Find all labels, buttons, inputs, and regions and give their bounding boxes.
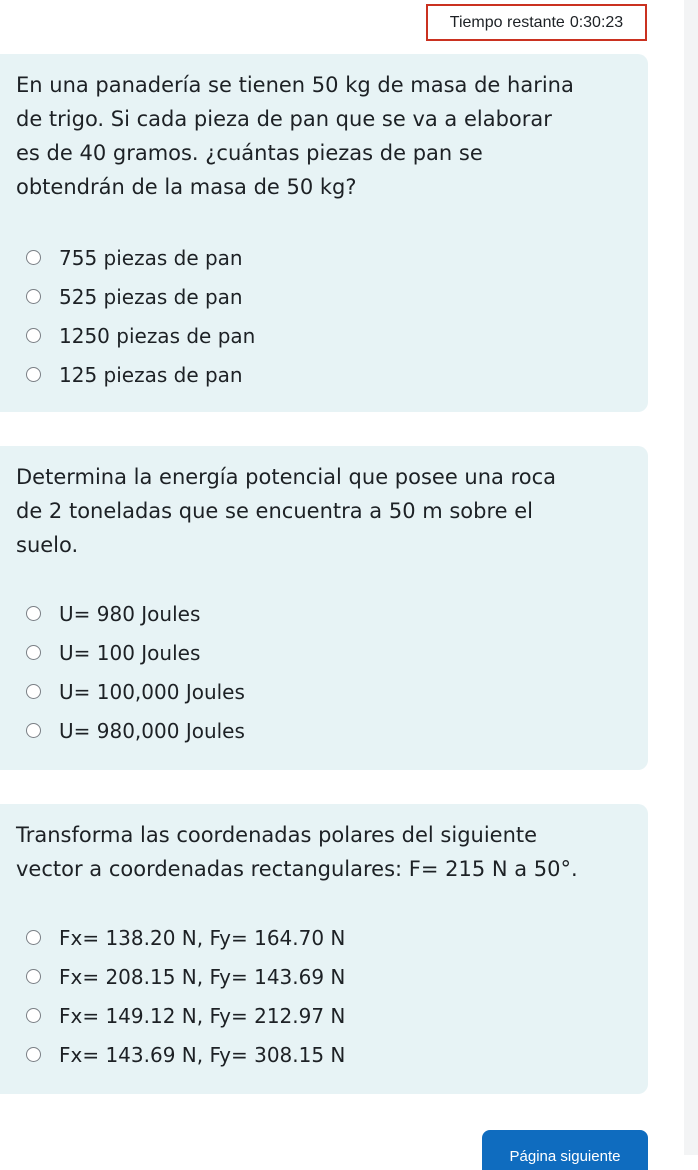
timer-box <box>426 4 647 41</box>
question-3-text <box>16 818 632 886</box>
question-1 <box>0 54 648 412</box>
question-text-line: de 2 toneladas que se encuentra a 50 m sobre el <box>16 499 534 523</box>
radio-button[interactable] <box>26 969 41 984</box>
radio-button[interactable] <box>26 1008 41 1023</box>
question-2-text <box>16 460 632 562</box>
question-1-options <box>26 238 255 394</box>
radio-button[interactable] <box>26 289 41 304</box>
option-label[interactable]: Fx= 208.15 N, Fy= 143.69 N <box>59 964 346 989</box>
option-label[interactable]: U= 100 Joules <box>59 640 201 665</box>
question-text-line: suelo. <box>16 533 79 557</box>
option-label[interactable]: U= 980 Joules <box>59 601 201 626</box>
option-label[interactable]: 525 piezas de pan <box>59 284 243 309</box>
answer-option[interactable] <box>26 1035 345 1074</box>
answer-option[interactable] <box>26 918 345 957</box>
question-text-line: Determina la energía potencial que posee una roca <box>16 465 557 489</box>
question-text-line: vector a coordenadas rectangulares: F= 215 N a 50°. <box>16 857 578 881</box>
question-2-options <box>26 594 245 750</box>
question-1-text <box>16 68 632 204</box>
option-label[interactable]: U= 100,000 Joules <box>59 679 245 704</box>
option-label[interactable]: 1250 piezas de pan <box>59 323 256 348</box>
radio-button[interactable] <box>26 250 41 265</box>
option-label[interactable]: Fx= 143.69 N, Fy= 308.15 N <box>59 1042 346 1067</box>
question-text-line: En una panadería se tienen 50 kg de masa de harina <box>16 73 574 97</box>
question-3 <box>0 804 648 1094</box>
radio-button[interactable] <box>26 723 41 738</box>
next-page-button[interactable]: Página siguiente <box>482 1130 648 1170</box>
option-label[interactable]: 755 piezas de pan <box>59 245 243 270</box>
answer-option[interactable] <box>26 996 345 1035</box>
timer-label: Tiempo restante <box>449 13 565 31</box>
question-text-line: de trigo. Si cada pieza de pan que se va a elaborar <box>16 107 552 131</box>
option-label[interactable]: U= 980,000 Joules <box>59 718 245 743</box>
radio-button[interactable] <box>26 328 41 343</box>
question-3-options <box>26 918 345 1074</box>
question-text-line: Transforma las coordenadas polares del siguiente <box>16 823 538 847</box>
radio-button[interactable] <box>26 930 41 945</box>
radio-button[interactable] <box>26 684 41 699</box>
answer-option[interactable] <box>26 594 245 633</box>
answer-option[interactable] <box>26 355 255 394</box>
answer-option[interactable] <box>26 277 255 316</box>
option-label[interactable]: 125 piezas de pan <box>59 362 243 387</box>
option-label[interactable]: Fx= 138.20 N, Fy= 164.70 N <box>59 925 346 950</box>
answer-option[interactable] <box>26 633 245 672</box>
scrollbar-track[interactable] <box>684 0 698 1155</box>
timer-value: 0:30:23 <box>569 13 624 31</box>
answer-option[interactable] <box>26 957 345 996</box>
option-label[interactable]: Fx= 149.12 N, Fy= 212.97 N <box>59 1003 346 1028</box>
radio-button[interactable] <box>26 606 41 621</box>
answer-option[interactable] <box>26 711 245 750</box>
answer-option[interactable] <box>26 316 255 355</box>
question-2 <box>0 446 648 770</box>
question-text-line: es de 40 gramos. ¿cuántas piezas de pan se <box>16 141 483 165</box>
radio-button[interactable] <box>26 367 41 382</box>
answer-option[interactable] <box>26 672 245 711</box>
answer-option[interactable] <box>26 238 255 277</box>
radio-button[interactable] <box>26 1047 41 1062</box>
question-text-line: obtendrán de la masa de 50 kg? <box>16 175 357 199</box>
radio-button[interactable] <box>26 645 41 660</box>
